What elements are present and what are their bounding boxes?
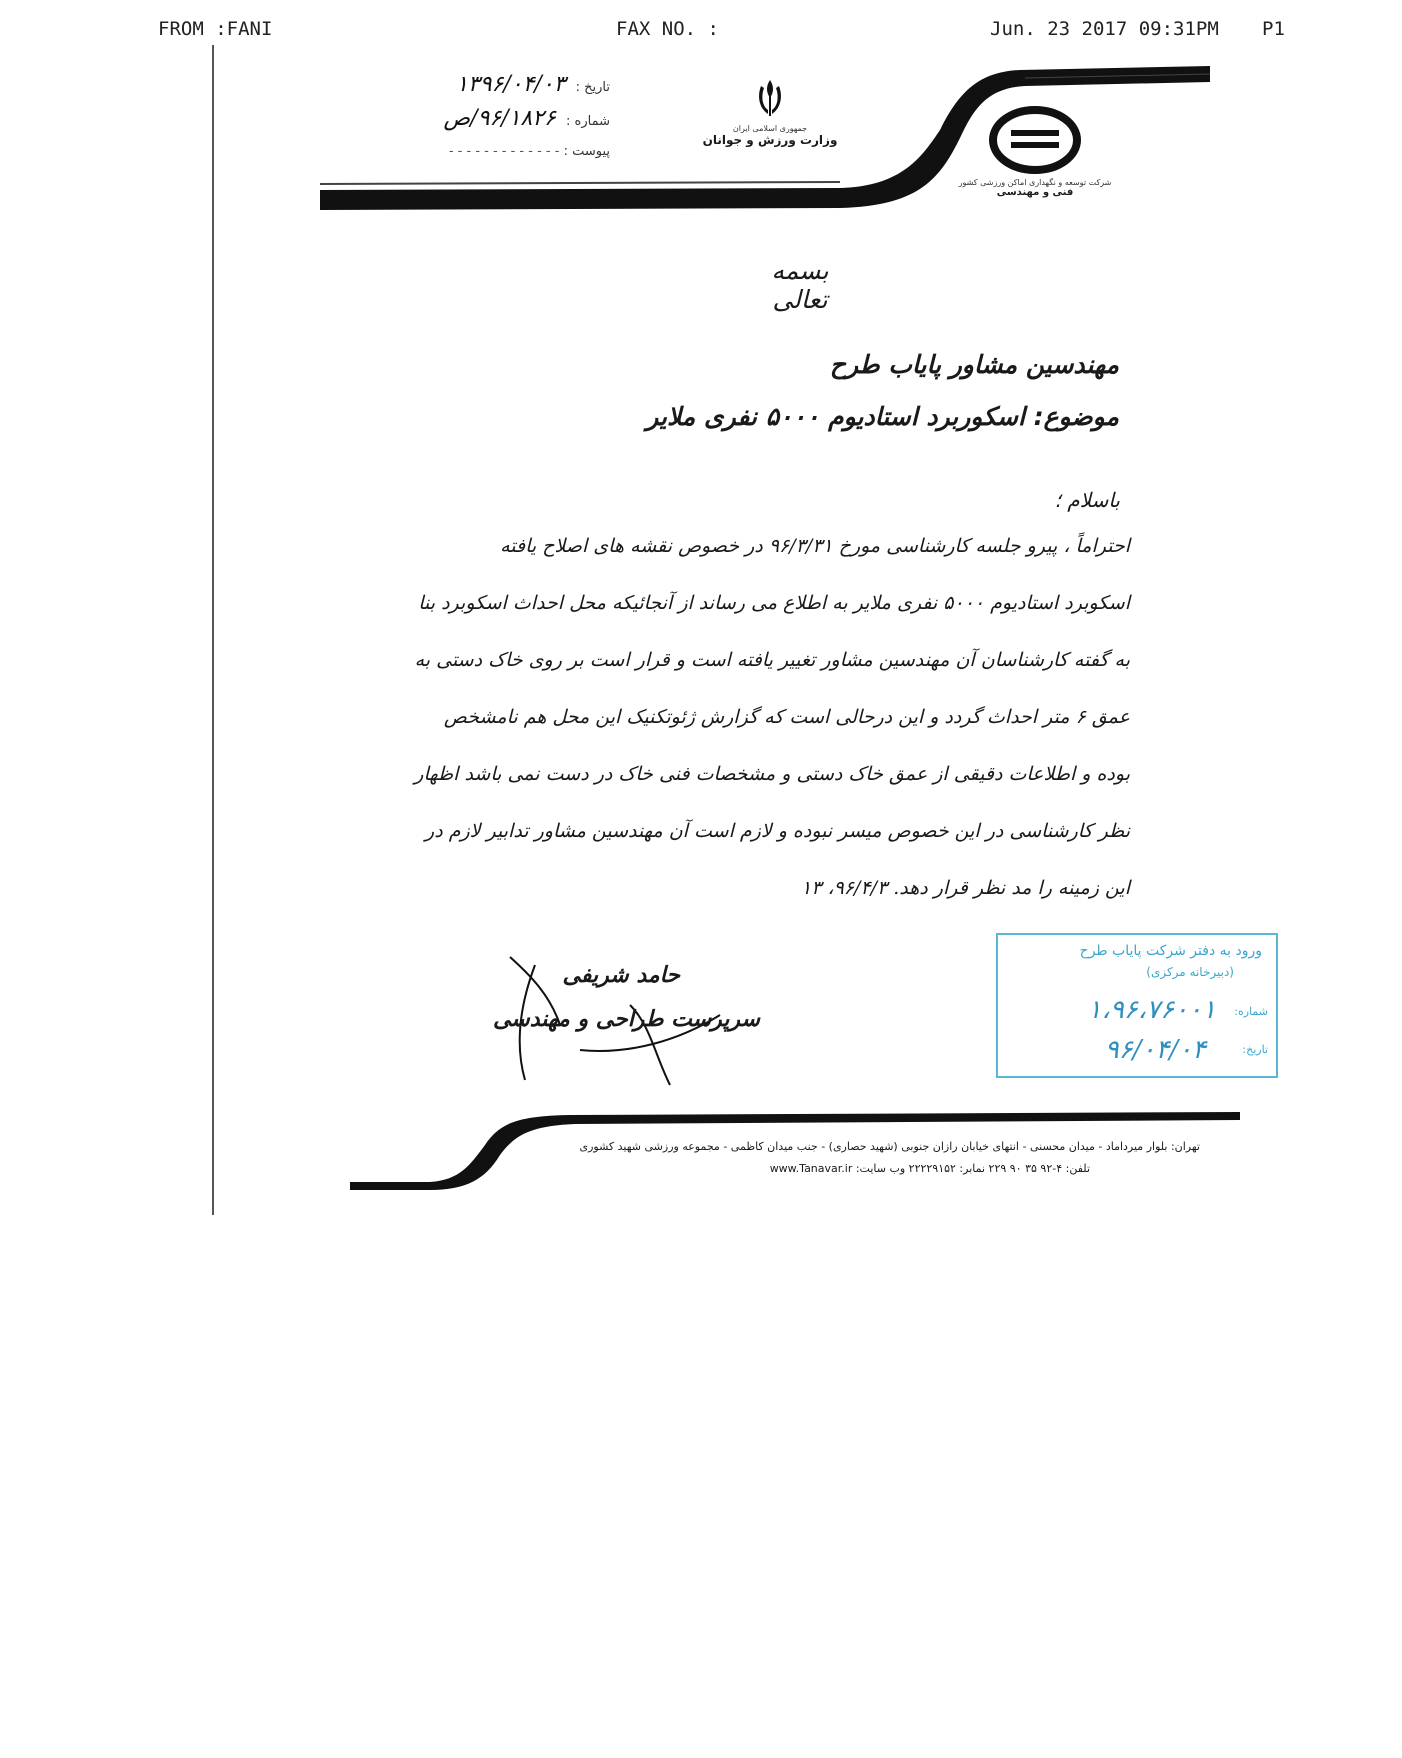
fax-header <box>0 18 1402 48</box>
body-line: احتراماً ، پیرو جلسه کارشناسی مورخ ۹۶/۳/۳۱ در خصوص نقشه های اصلاح یافته <box>500 535 1130 557</box>
date-value: ۱۳۹۶/۰۴/۰۳ <box>456 72 566 97</box>
date-row <box>456 72 610 97</box>
body-line: به گفته کارشناسان آن مهندسین مشاور تغییر یافته است و قرار است بر روی خاک دستی به <box>414 649 1130 671</box>
salutation: باسلام ؛ <box>1054 488 1120 512</box>
footer-address: تهران: بلوار میرداماد - میدان محسنی - انتهای خیابان رازان جنوبی (شهید حصاری) - جنب میدان کاظمی - مجموعه ورزشی شهید کشوری <box>579 1140 1200 1153</box>
fax-page: P1 <box>1262 18 1285 40</box>
company-department: فنی و مهندسی <box>996 187 1074 198</box>
attachment-label: پیوست : <box>563 144 610 159</box>
fax-datetime: Jun. 23 2017 09:31PM <box>990 18 1219 40</box>
body-line: اسکوبرد استادیوم ۵۰۰۰ نفری ملایر به اطلاع می رساند از آنجائیکه محل احداث اسکوبرد بنا <box>418 592 1130 614</box>
company-name: شرکت توسعه و نگهداری اماکن ورزشی کشور <box>958 178 1112 187</box>
date-label: تاریخ : <box>575 80 610 95</box>
company-logo-icon <box>989 106 1081 174</box>
stamp-date-label: تاریخ: <box>1242 1043 1268 1056</box>
subject: موضوع: اسکوربرد استادیوم ۵۰۰۰ نفری ملایر <box>646 402 1119 431</box>
company-block <box>930 106 1140 198</box>
stamp-number-value: ۱،۹۶،۷۶۰۰۱ <box>1087 995 1216 1025</box>
letter-body <box>414 526 1130 925</box>
body-line: بوده و اطلاعات دقیقی از عمق خاک دستی و مشخصات فنی خاک در دست نمی باشد اظهار <box>414 763 1130 785</box>
signatory-name: حامد شریفی <box>562 963 680 988</box>
body-line: نظر کارشناسی در این خصوص میسر نبوده و لازم است آن مهندسین مشاور تدابیر لازم در <box>425 820 1130 842</box>
stamp-date-value: ۹۶/۰۴/۰۴ <box>1104 1035 1206 1065</box>
letter-footer <box>350 1110 1250 1190</box>
stamp-title: ورود به دفتر شرکت پایاب طرح <box>1079 943 1262 959</box>
stamp-number-label: شماره: <box>1234 1005 1268 1018</box>
ministry-name: وزارت ورزش و جوانان <box>702 133 838 147</box>
fax-number: FAX NO. : <box>616 18 719 40</box>
ministry-country: جمهوری اسلامی ایران <box>732 124 808 133</box>
footer-contact: تلفن: ۴-۹۲ ۳۵ ۹۰ ۲۲۹ نمابر: ۲۲۲۲۹۱۵۲ وب سایت: www.Tanavar.ir <box>769 1162 1090 1175</box>
body-line: این زمینه را مد نظر قرار دهد. ۹۶/۴/۳، ۱۳ <box>800 877 1130 899</box>
scan-margin-line <box>212 45 214 1215</box>
number-value: ۹۶/۱۸۲۶/ص <box>443 106 556 131</box>
fax-from: FROM :FANI <box>158 18 273 40</box>
ministry-block <box>700 76 840 147</box>
received-stamp <box>996 933 1278 1078</box>
iran-emblem-icon <box>751 76 789 122</box>
attachment-row: پیوست : - - - - - - - - - - - - - <box>448 144 610 159</box>
bismillah: بسمه تعالی <box>771 256 829 314</box>
number-label: شماره : <box>566 114 610 129</box>
recipient: مهندسین مشاور پایاب طرح <box>829 350 1119 379</box>
body-line: عمق ۶ متر احداث گردد و این درحالی است که گزارش ژئوتکنیک این محل هم نامشخص <box>443 706 1130 728</box>
number-row <box>444 106 610 131</box>
signature-block <box>480 955 780 1095</box>
signatory-title: سرپرست طراحی و مهندسی <box>492 1007 760 1032</box>
stamp-subtitle: (دبیرخانه مرکزی) <box>1146 965 1234 979</box>
